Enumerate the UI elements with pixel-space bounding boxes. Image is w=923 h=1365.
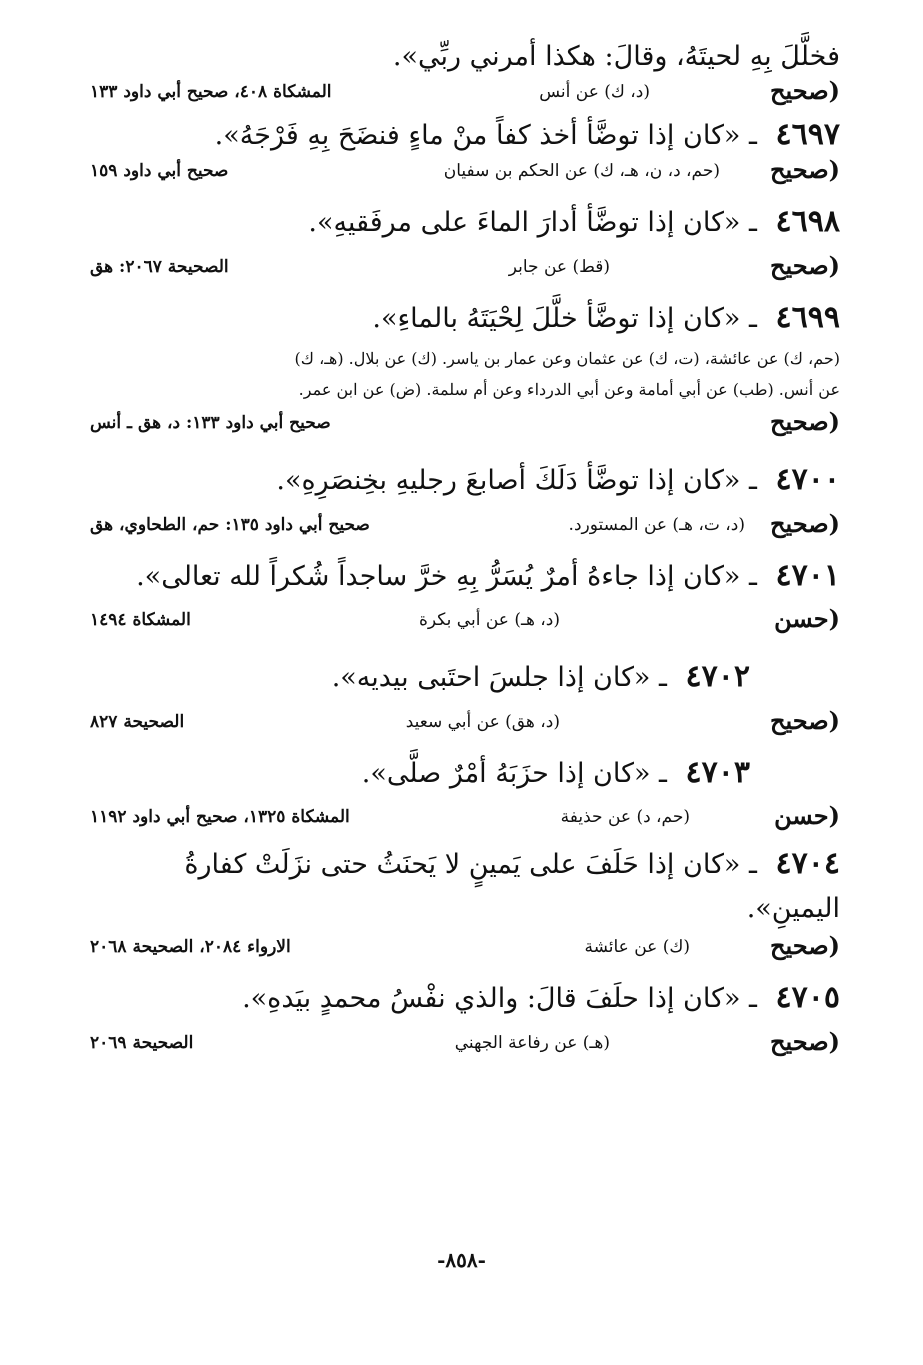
hadith-number: ٤٧٠٣ (685, 754, 750, 790)
source-line: (حم، ك) عن عائشة، (ت، ك) عن عثمان وعن عمار بن ياسر. (ك) عن بلال. (هـ، ك) (294, 349, 840, 369)
hadith-entry (90, 299, 840, 337)
source-text: (حم، د، ن، هـ، ك) عن الحكم بن سفيان (443, 161, 720, 182)
check-reference: المشكاة ١٤٩٤ (90, 610, 191, 631)
reference-line (90, 507, 840, 549)
check-reference: صحيح أبي داود ١٥٩ (90, 161, 229, 182)
reference-line (90, 1025, 840, 1067)
source-text: (د، ت، هـ) عن المستورد. (568, 514, 745, 535)
check-reference: الارواء ٢٠٨٤، الصحيحة ٢٠٦٨ (90, 937, 291, 958)
hadith-number: ٤٦٩٧ (775, 116, 840, 152)
page-body (90, 40, 840, 1067)
grade-label: (صحيح (770, 75, 840, 105)
hadith-text: ـ «كان إذا حزَبَهُ أمْرٌ صلَّى». (361, 757, 667, 789)
source-text: (هـ) عن رفاعة الجهني (454, 1032, 610, 1053)
page-number: -٨٥٨- (437, 1248, 486, 1272)
check-reference: صحيح أبي داود ١٣٥: حم، الطحاوي، هق (90, 514, 370, 535)
grade-label: (صحيح (770, 931, 840, 961)
hadith-entry (90, 116, 840, 154)
check-reference: الصحيحة ٢٠٦٩ (90, 1032, 194, 1053)
hadith-number: ٤٧٠٢ (685, 659, 750, 695)
hadith-entry (90, 841, 840, 929)
hadith-text: ـ «كان إذا جلسَ احتَبى بيديه». (331, 662, 667, 694)
reference-line (90, 405, 840, 447)
check-reference: الصحيحة ٨٢٧ (90, 711, 185, 732)
hadith-text: ـ «كان إذا توضَّأ أدارَ الماءَ على مرفَقيهِ». (308, 207, 757, 239)
source-block (90, 344, 840, 405)
opening-line: فخلَّلَ بِهِ لحيتَهُ، وقالَ: هكذا أمرني ربِّي». (392, 41, 840, 72)
reference-line (90, 249, 840, 291)
hadith-number: ٤٧٠١ (775, 557, 840, 593)
source-text: (قط) عن جابر (508, 256, 610, 277)
grade-label: (صحيح (770, 508, 840, 538)
hadith-text: ـ «كان إذا توضَّأ دَلَكَ أصابعَ رجليهِ بخِنصَرِهِ». (276, 465, 757, 497)
hadith-number: ٤٧٠٠ (775, 462, 840, 498)
reference-line (90, 153, 840, 195)
grade-label: (صحيح (770, 407, 840, 437)
hadith-entry (90, 203, 840, 241)
source-text: (حم، د) عن حذيفة (560, 807, 690, 828)
check-reference: المشكاة ٤٠٨، صحيح أبي داود ١٣٣ (90, 81, 332, 102)
source-text: (د، هـ) عن أبي بكرة (419, 610, 560, 631)
grade-label: (صحيح (770, 250, 840, 280)
hadith-number: ٤٦٩٨ (775, 204, 840, 240)
source-text: (د، هق) عن أبي سعيد (405, 711, 560, 732)
grade-label: (صحيح (770, 705, 840, 735)
hadith-number: ٤٧٠٥ (775, 980, 840, 1016)
source-line: عن أنس. (طب) عن أبي أمامة وعن أبي الدرداء وعن أم سلمة. (ض) عن ابن عمر. (298, 379, 840, 399)
hadith-number: ٤٧٠٤ (775, 846, 840, 882)
check-reference: الصحيحة ٢٠٦٧: هق (90, 256, 229, 277)
hadith-entry (90, 658, 840, 696)
hadith-entry (90, 557, 840, 595)
grade-label: (حسن (774, 604, 840, 634)
source-text: (د، ك) عن أنس (539, 81, 650, 102)
reference-line (90, 799, 840, 841)
check-reference: صحيح أبي داود ١٣٣: د، هق ـ أنس (90, 413, 331, 434)
hadith-text: ـ «كان إذا توضَّأ خلَّلَ لِحْيَتَهُ بالماءِ». (372, 302, 757, 334)
check-reference: المشكاة ١٣٢٥، صحيح أبي داود ١١٩٢ (90, 807, 350, 828)
hadith-number: ٤٦٩٩ (775, 299, 840, 335)
source-text: (ك) عن عائشة (584, 937, 690, 958)
reference-line (90, 74, 840, 116)
hadith-entry (90, 979, 840, 1017)
hadith-text: ـ «كان إذا حَلَفَ على يَمينٍ لا يَحنَثُ حتى نزَلَتْ كفارةُ اليمينِ». (184, 849, 840, 924)
hadith-text: ـ «كان إذا جاءهُ أمرٌ يُسَرُّ بِهِ خرَّ ساجداً شُكراً لله تعالى». (136, 560, 757, 592)
hadith-entry (90, 461, 840, 499)
reference-line (90, 929, 840, 971)
grade-label: (صحيح (770, 155, 840, 185)
reference-line (90, 704, 840, 746)
grade-label: (حسن (774, 801, 840, 831)
hadith-text: ـ «كان إذا حلَفَ قالَ: والذي نفْسُ محمدٍ بيَدهِ». (242, 983, 757, 1015)
hadith-entry (90, 754, 840, 792)
grade-label: (صحيح (770, 1026, 840, 1056)
hadith-text: ـ «كان إذا توضَّأ أخذ كفاً منْ ماءٍ فنضَحَ بِهِ فَرْجَهُ». (214, 119, 757, 151)
reference-line (90, 602, 840, 644)
